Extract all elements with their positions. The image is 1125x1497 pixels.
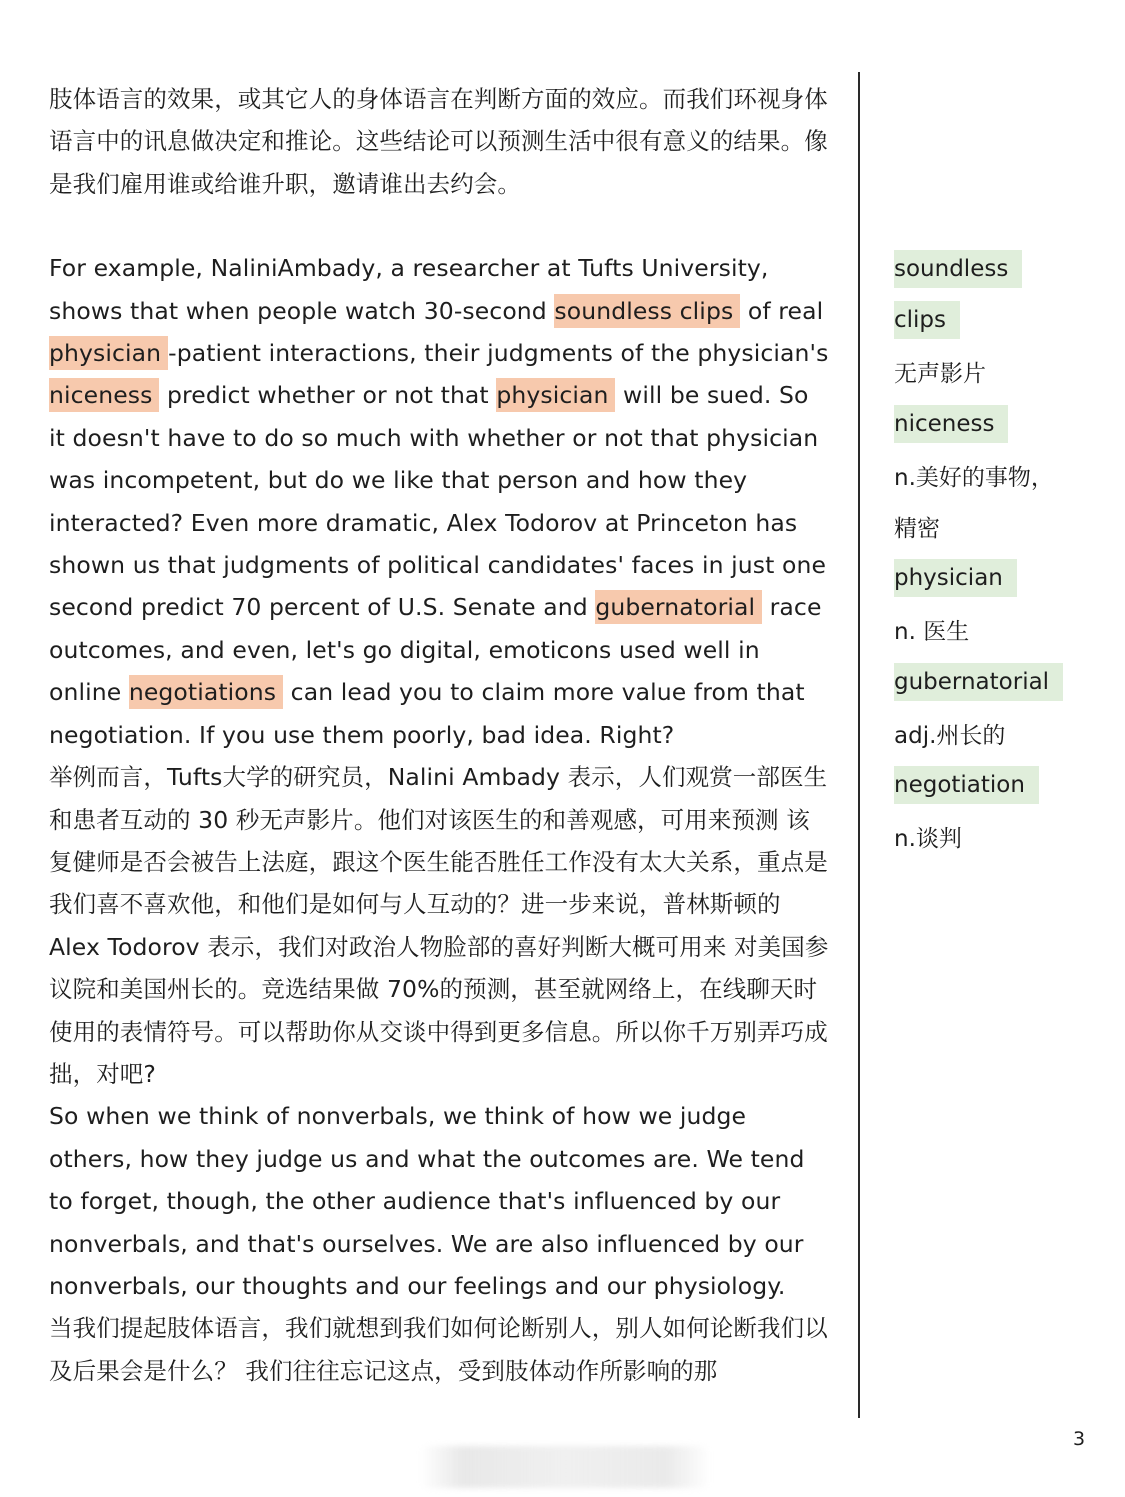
highlight-niceness: niceness bbox=[49, 378, 159, 412]
paragraph-gap bbox=[49, 205, 829, 247]
vocab-term: clips bbox=[894, 301, 960, 339]
vocab-term: negotiation bbox=[894, 766, 1039, 804]
main-text-column bbox=[49, 78, 829, 1392]
vocab-item bbox=[894, 553, 1119, 605]
vocab-item bbox=[894, 449, 1119, 501]
vocab-item bbox=[894, 501, 1119, 553]
text-run: predict whether or not that bbox=[159, 381, 497, 410]
vocab-definition: adj.州长的 bbox=[894, 722, 1006, 749]
watermark bbox=[420, 1446, 710, 1488]
paragraph-zh-2: 举例而言，Tufts大学的研究员，Nalini Ambady 表示，人们观赏一部医生和患者互动的 30 秒无声影片。他们对该医生的和善观感，可用来预测 该复健师是否会被告上法庭，跟这个医生能否胜任工作没有太大关系，重点是我们喜不喜欢他，和他们是如何与人互动的？进一步来说，普林斯顿的 Alex Todorov 表示，我们对政治人物脸部的喜好判断大概可用来 对美国参议院和美国州长的。竞选结果做 70%的预测，甚至就网络上，在线聊天时使用的表情符号。可以帮助你从交谈中得到更多信息。所以你千万别弄巧成拙，对吧? bbox=[49, 763, 829, 1088]
text-run: can lead you to claim more value from that negotiation. If you use them poorly, bad idea. Right? bbox=[49, 678, 805, 749]
vocab-item bbox=[894, 243, 1119, 295]
vocab-item bbox=[894, 759, 1119, 811]
vocab-term: gubernatorial bbox=[894, 663, 1063, 701]
highlight-negotiations: negotiations bbox=[129, 675, 283, 709]
text-run: of real bbox=[740, 296, 824, 325]
column-divider bbox=[858, 72, 860, 1418]
vocab-item bbox=[894, 707, 1119, 759]
vocab-item bbox=[894, 604, 1119, 656]
text-run: will be sued. So it doesn't have to do so much with whether or not that physician was incompetent, but do we like that person and how they interacted? Even more dramatic, Alex Todorov at Princeton has shown us that judgments of political candidates' faces in just one second predict 70 percent of U.S. Senate and bbox=[49, 381, 827, 622]
vocab-item bbox=[894, 398, 1119, 450]
vocab-sidebar bbox=[894, 243, 1119, 862]
vocab-definition: 无声影片 bbox=[894, 361, 986, 388]
vocab-definition: n. 医生 bbox=[894, 619, 970, 646]
vocab-definition: n.谈判 bbox=[894, 825, 962, 852]
vocab-item bbox=[894, 811, 1119, 863]
vocab-definition: n.美好的事物， bbox=[894, 464, 1054, 491]
highlight-soundless-clips: soundless clips bbox=[554, 294, 740, 328]
vocab-term: niceness bbox=[894, 405, 1008, 443]
text-run: For example, NaliniAmbady, a researcher at Tufts University, shows that when people watch 30-second bbox=[49, 254, 769, 325]
paragraph-en-1 bbox=[49, 247, 829, 756]
vocab-term: physician bbox=[894, 559, 1017, 597]
paragraph-zh-3: 当我们提起肢体语言，我们就想到我们如何论断别人，别人如何论断我们以及后果会是什么？ 我们往往忘记这点，受到肢体动作所影响的那 bbox=[49, 1314, 828, 1385]
text-run: race outcomes, and even, let's go digital, emoticons used well in online bbox=[49, 593, 822, 707]
paragraph-zh-1: 肢体语言的效果，或其它人的身体语言在判断方面的效应。而我们环视身体语言中的讯息做决定和推论。这些结论可以预测生活中很有意义的结果。像是我们雇用谁或给谁升职，邀请谁出去约会。 bbox=[49, 85, 828, 198]
vocab-term: soundless bbox=[894, 250, 1022, 288]
vocab-item bbox=[894, 346, 1119, 398]
paragraph-en-2: So when we think of nonverbals, we think of how we judge others, how they judge us and what the outcomes are. We tend to forget, though, the other audience that's influenced by our nonverbals, and that's ourselves. We are also influenced by our nonverbals, our thoughts and our feelings and our physiology. bbox=[49, 1102, 805, 1300]
page-number: 3 bbox=[1073, 1428, 1086, 1450]
text-run: -patient interactions, their judgments of the physician's bbox=[168, 339, 829, 368]
vocab-item bbox=[894, 295, 1119, 347]
vocab-item bbox=[894, 656, 1119, 708]
highlight-gubernatorial: gubernatorial bbox=[595, 590, 762, 624]
highlight-physician: physician bbox=[49, 336, 168, 370]
highlight-physician-2: physician bbox=[496, 378, 615, 412]
vocab-definition: 精密 bbox=[894, 516, 940, 543]
